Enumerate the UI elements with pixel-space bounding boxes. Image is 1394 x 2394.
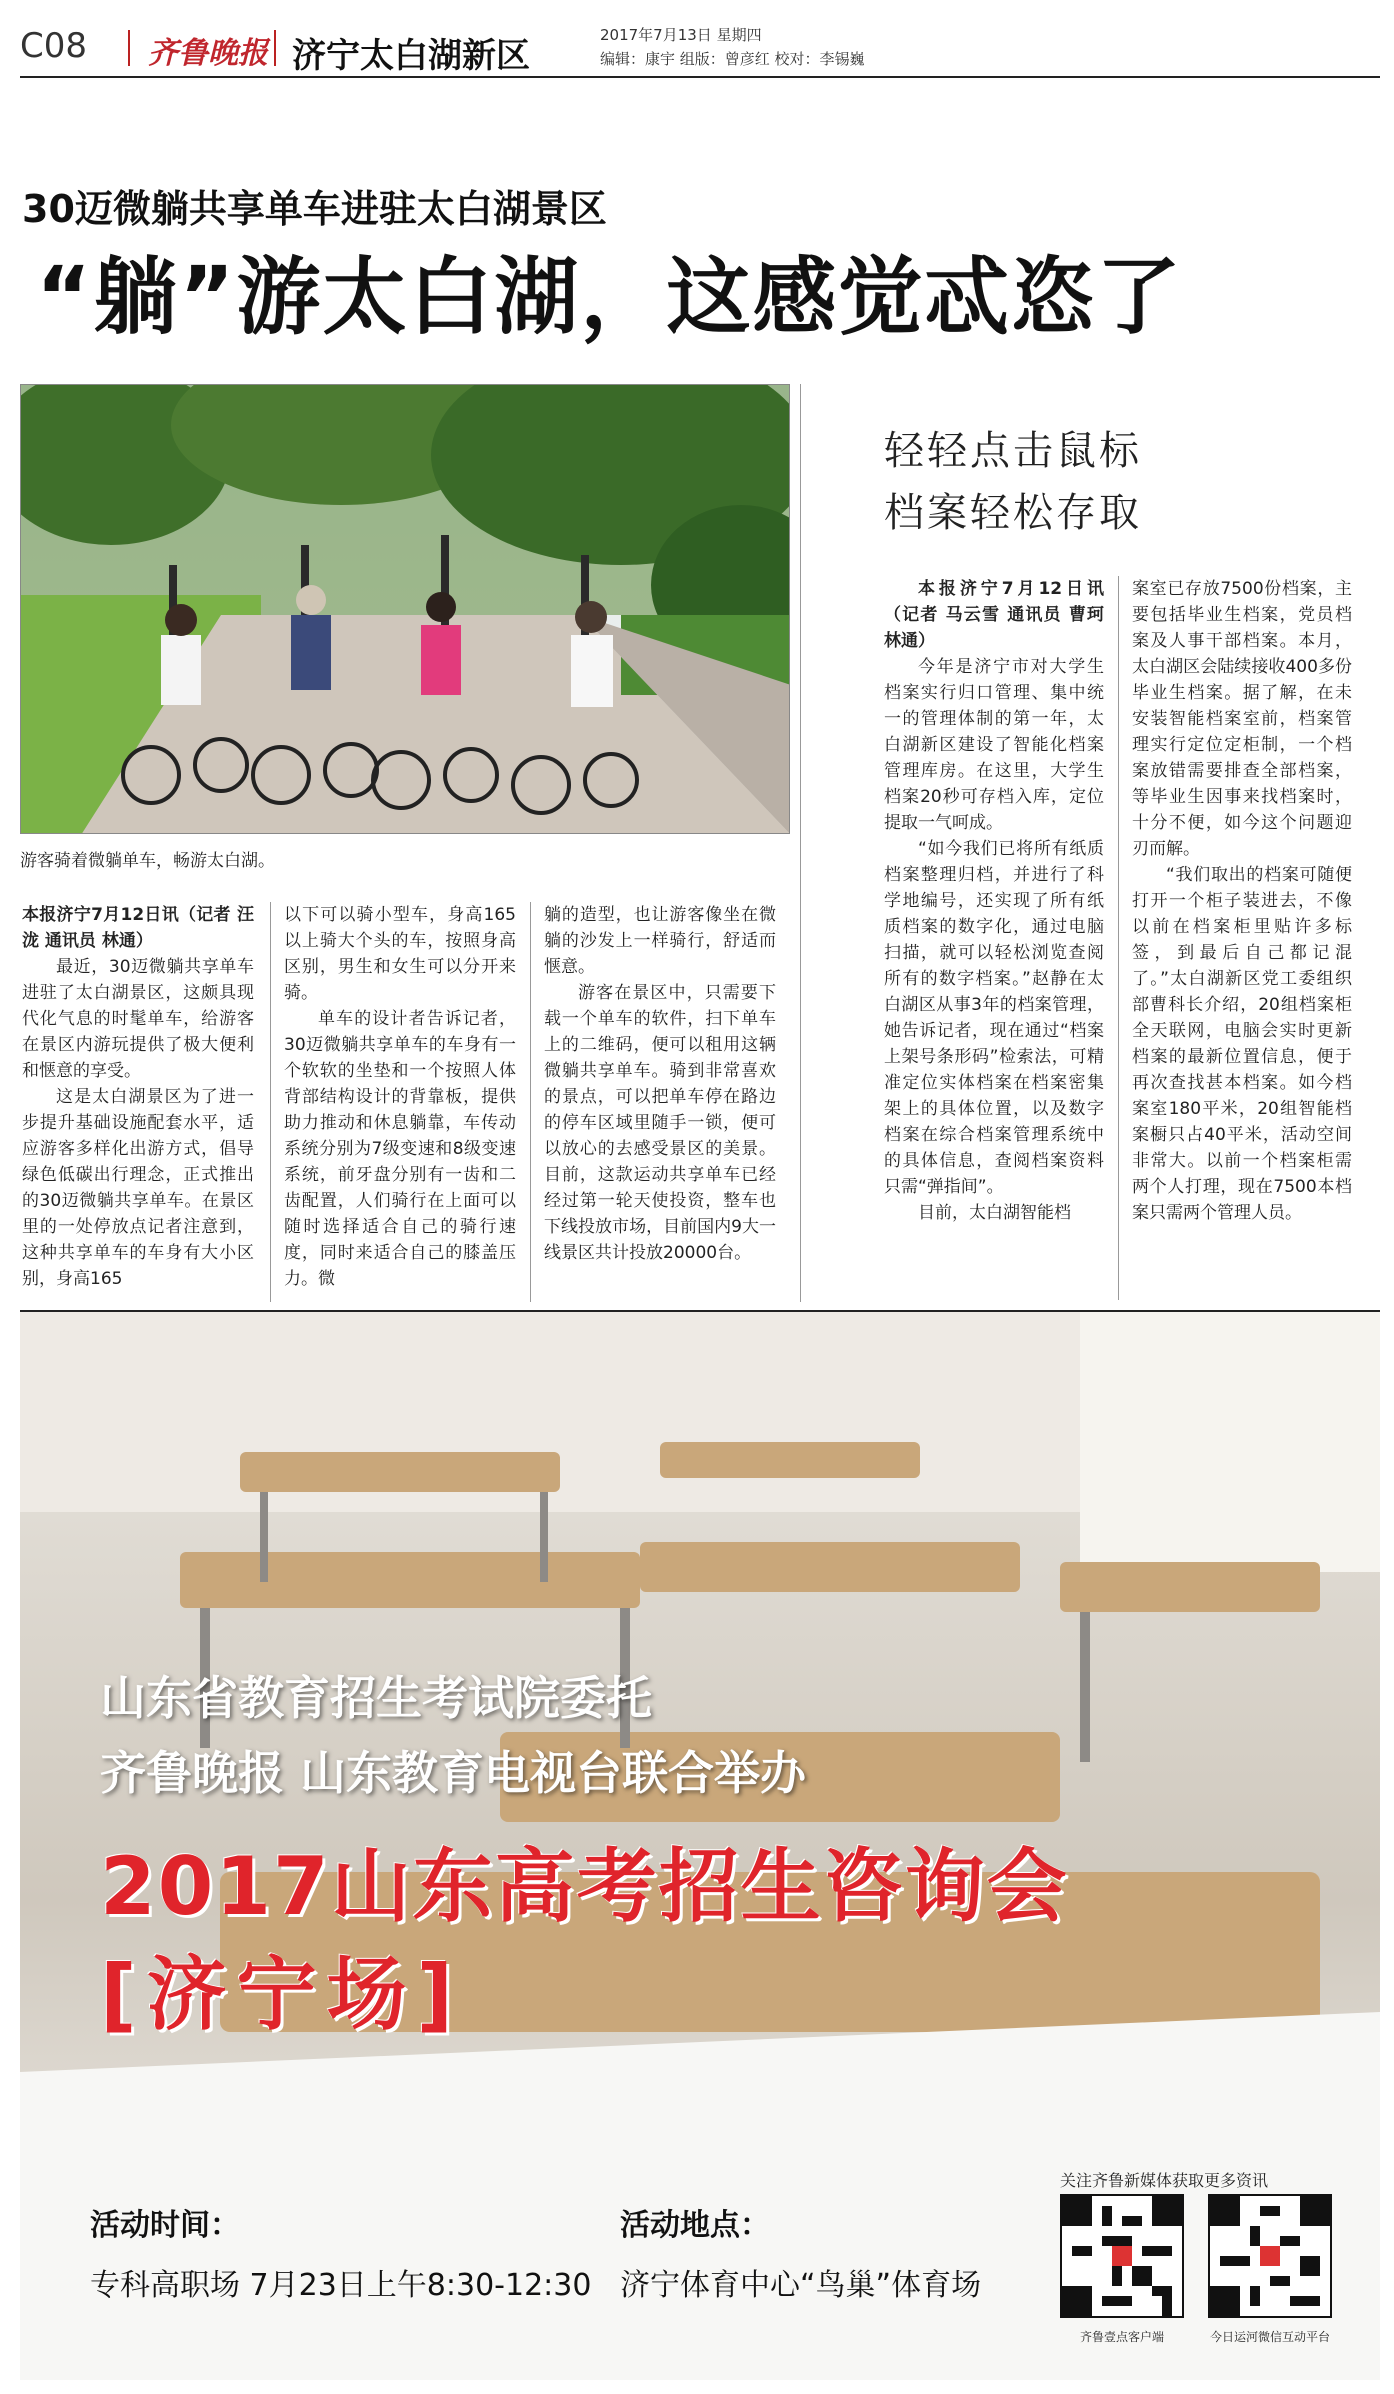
article2-column-2 [1132,576,1352,1226]
column-rule [530,902,531,1302]
photo-caption: 游客骑着微躺单车，畅游太白湖。 [20,851,275,871]
qr-code-icon [1208,2194,1332,2318]
ad-event-title: 2017山东高考招生咨询会 [100,1840,1069,1933]
qr-pattern [1210,2196,1330,2316]
qr-code-icon [1060,2194,1184,2318]
article-paragraph: “如今我们已将所有纸质档案整理归档，并进行了科学地编号，还实现了所有纸质档案的数字化，通过电脑扫描，就可以轻松浏览查阅所有的数字档案。”赵静在太白湖区从事3年的档案管理，她告诉记者，现在通过“档案上架号条形码”检索法，可精准定位实体档案在档案密集架上的具体位置，以及数字档案在综合档案管理系统中的具体信息，查阅档案资料只需“弹指间”。 [884,839,1104,1197]
article-headline: “躺”游太白湖，这感觉忒恣了 [36,248,1183,346]
event-place-value: 济宁体育中心“鸟巢”体育场 [620,2268,982,2303]
article2-headline [884,420,1142,544]
photo-illustration [21,385,790,834]
article-kicker: 30迈微躺共享单车进驻太白湖景区 [22,187,607,231]
article-divider [800,384,801,1302]
article-paragraph: 目前，太白湖智能档 [918,1203,1071,1223]
article-column-2 [284,902,516,1292]
ad-co-organizer-line: 齐鲁晚报 山东教育电视台联合举办 [100,1746,807,1800]
page-number: C08 [20,26,88,66]
article2-headline-line-2: 档案轻松存取 [884,490,1142,536]
article-paragraph: 今年是济宁市对大学生档案实行归口管理、集中统一的管理体制的第一年，太白湖新区建设了智能化档案管理库房。在这里，大学生档案20秒可存档入库，定位提取一气呵成。 [884,657,1104,833]
article2-headline-line-1: 轻轻点击鼠标 [884,428,1142,474]
event-time-label: 活动时间： [90,2208,240,2243]
article2-column-1 [884,576,1104,1226]
article-column-1 [22,902,254,1292]
editors-line: 编辑：康宇 组版：曾彦红 校对：李锡巍 [600,50,865,68]
qr-pattern [1062,2196,1182,2316]
qr-label: 今日运河微信互动平台 [1209,2330,1330,2344]
byline-text: 本报济宁7月12日讯（记者 马云雪 通讯员 曹珂 林通） [884,579,1104,651]
cyclists-photo [20,384,790,834]
article-paragraph: 最近，30迈微躺共享单车进驻了太白湖景区，这颇具现代化气息的时髦单车，给游客在景区内游玩提供了极大便利和惬意的享受。 [22,957,254,1081]
article-paragraph: 以下可以骑小型车，身高165以上骑大个头的车，按照身高区别，男生和女生可以分开来骑。 [284,905,516,1003]
article-byline [22,902,254,954]
article2-byline [884,576,1104,654]
ad-organizer-line: 山东省教育招生考试院委托 [100,1671,652,1725]
qr-note: 关注齐鲁新媒体获取更多资讯 [1060,2171,1269,2190]
article-paragraph: 案室已存放7500份档案，主要包括毕业生档案，党员档案及人事干部档案。本月，太白湖区会陆续接收400多份毕业生档案。据了解，在未安装智能档案室前，档案管理实行定位定柜制，一个档案放错需要排查全部档案，等毕业生因事来找档案时，十分不便，如今这个问题迎刃而解。 [1132,579,1352,859]
article-paragraph: “我们取出的档案可随便打开一个柜子装进去，不像以前在档案柜里贴许多标签，到最后自己都记混了。”太白湖新区党工委组织部曹科长介绍，20组档案柜全天联网，电脑会实时更新档案的最新位置信息，便于再次查找甚本档案。如今档案室180平米，20组智能档案橱只占40平米，活动空间非常大。以前一个档案柜需两个人打理，现在7500本档案只需两个管理人员。 [1132,865,1352,1223]
article-paragraph: 这是太白湖景区为了进一步提升基础设施配套水平，适应游客多样化出游方式，倡导绿色低碳出行理念，正式推出的30迈微躺共享单车。在景区里的一处停放点记者注意到，这种共享单车的车身有大小区别，身高165 [22,1087,254,1289]
article-column-3 [544,902,776,1266]
article-paragraph: 躺的造型，也让游客像坐在微躺的沙发上一样骑行，舒适而惬意。 [544,905,776,977]
section-title: 济宁太白湖新区 [292,36,530,76]
header-divider [128,30,130,66]
column-rule [1118,576,1119,1300]
ad-event-subtitle: [济宁场] [100,1948,464,2041]
qr-label: 齐鲁壹点客户端 [1079,2330,1164,2344]
event-time-value: 专科高职场 7月23日上午8:30-12:30 [90,2268,592,2303]
page-header [20,18,1380,78]
byline-text: 本报济宁7月12日讯（记者 汪泷 通讯员 林通） [22,905,254,951]
column-rule [270,902,271,1302]
header-divider [274,30,276,66]
article-paragraph: 单车的设计者告诉记者，30迈微躺共享单车的车身有一个软软的坐垫和一个按照人体背部结构设计的背靠板，提供助力推动和休息躺靠，车传动系统分别为7级变速和8级变速系统，前牙盘分别有一齿和二齿配置，人们骑行在上面可以随时选择适合自己的骑行速度，同时来适合自己的膝盖压力。微 [284,1009,516,1289]
event-place-label: 活动地点： [620,2208,770,2243]
date-line: 2017年7月13日 星期四 [600,26,762,44]
advertisement [20,1310,1380,2380]
newspaper-logo: 齐鲁晚报 [148,36,268,71]
article-paragraph: 游客在景区中，只需要下载一个单车的软件，扫下单车上的二维码，便可以租用这辆微躺共享单车。骑到非常喜欢的景点，可以把单车停在路边的停车区域里随手一锁，便可以放心的去感受景区的美景。目前，这款运动共享单车已经经过第一轮天使投资，整车也下线投放市场，目前国内9大一线景区共计投放20000台。 [544,983,776,1263]
